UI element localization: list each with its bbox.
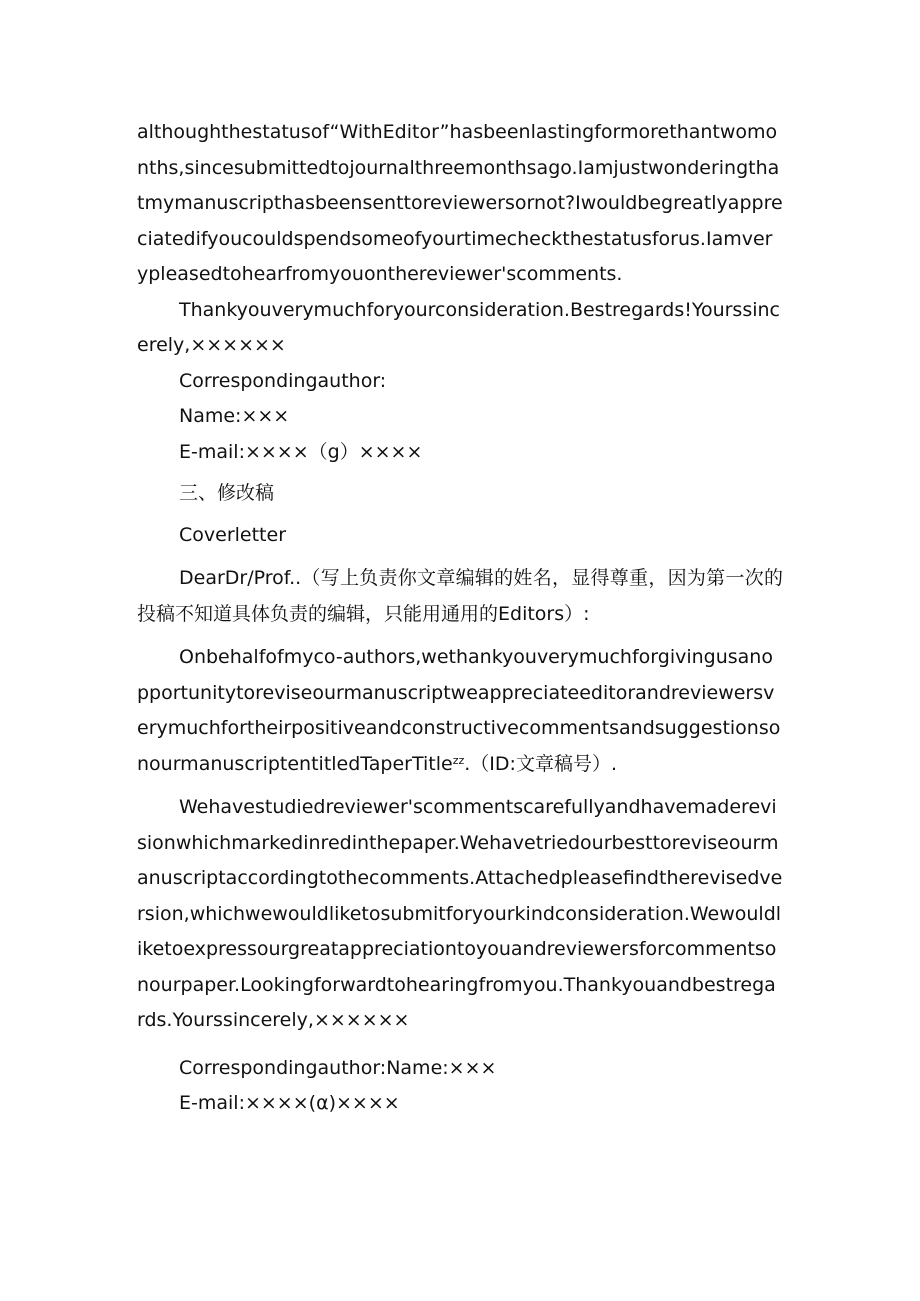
corresponding-author-name: Correspondingauthor:Name:××× [179,1056,497,1079]
behalf-id: .（ID:文章稿号）. [464,752,617,775]
author-name: Name:××× [179,405,290,427]
paragraph-revision: Wehavestudiedreviewer'scommentscarefullyandhavemaderevisionwhichmarkedinredinthepaper.Wehavetriedourbesttoreviseourmanuscriptaccordingtothecomments.Attachedpleasefindtherevisedversion,whichwewouldliketosubmitforyourkindconsideration.Wewouldliketoexpressourgreatappreciationtoyouandreviewersforcommentsonourpaper.Lookingforwardtohearingfromyou.Thankyouandbestregards.Yourssincerely,×××××× [137,796,783,1031]
paragraph-behalf [137,640,783,782]
cover-letter-title: Coverletter [179,523,287,546]
section-heading: 三、修改稿 [179,482,275,504]
corresponding-author-email: E-mail:××××(α)×××× [179,1092,400,1114]
behalf-text: Onbehalfofmyco-authors,wethankyouverymuchforgivingusanopportunitytoreviseourmanuscriptweappreciateeditorandreviewersverymuchfortheirpositiveandconstructivecommentsandsuggestionsonourmanuscriptentitledTaperTitle [137,646,781,775]
paragraph-status-inquiry: althoughthestatusof“WithEditor”hasbeenlastingformorethantwomonths,sincesubmittedtojournalthreemonthsago.Iamjustwonderingthatmymanuscripthasbeensenttoreviewersornot?Iwouldbegreatlyappreciatedifyoucouldspendsomeofyourtimecheckthestatusforus.Iamverypleasedtohearfromyouonthereviewer'scomments. [137,121,783,285]
behalf-superscript: zz [452,753,465,767]
corresponding-author-label: Correspondingauthor: [179,369,387,392]
document-body [137,115,783,1122]
salutation: DearDr/Prof..（写上负责你文章编辑的姓名，显得尊重，因为第一次的投稿不知道具体负责的编辑，只能用通用的Editors）: [137,567,783,625]
paragraph-thanks: Thankyouverymuchforyourconsideration.Bestregards!Yourssincerely,×××××× [137,298,780,356]
author-email: E-mail:××××（g）×××× [179,440,423,463]
